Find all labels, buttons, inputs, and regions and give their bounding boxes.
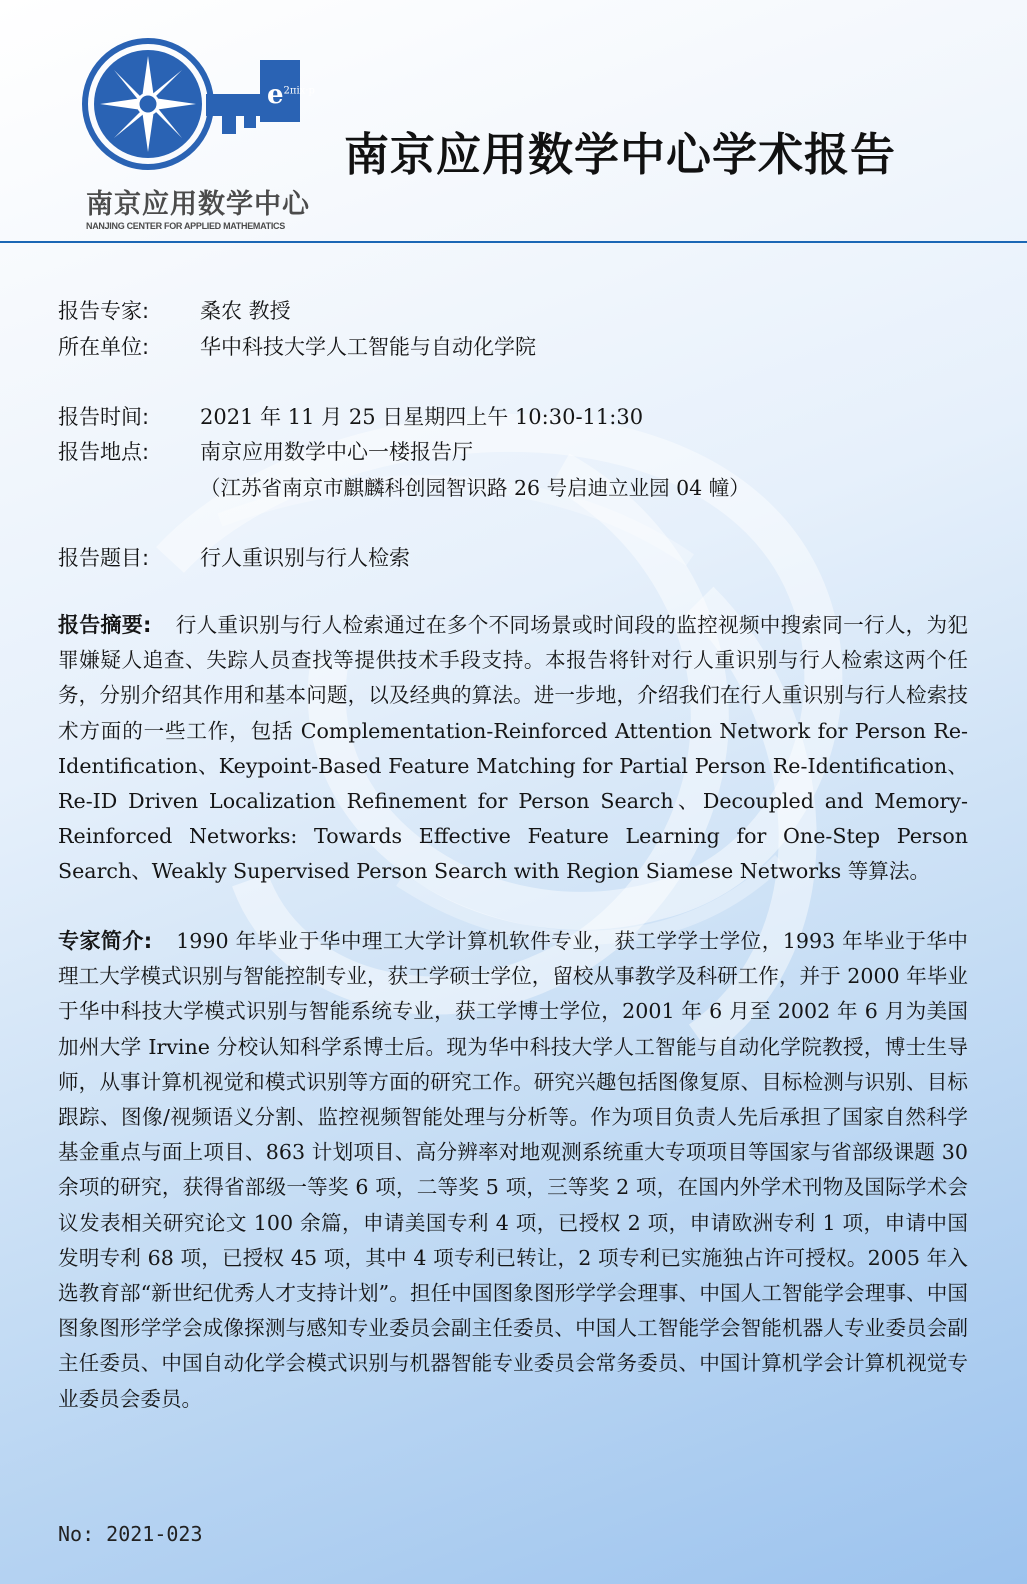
location-label: 报告地点: xyxy=(58,440,150,464)
topic-label: 报告题目: xyxy=(58,546,150,570)
affiliation-value: 华中科技大学人工智能与自动化学院 xyxy=(200,335,536,359)
logo-formula: $e^{2\pi ix\cdot p}$ xyxy=(267,80,315,110)
speaker-label: 报告专家: xyxy=(58,299,150,323)
nanjing-center-logo xyxy=(78,32,318,238)
location-value: 南京应用数学中心一楼报告厅 xyxy=(200,440,473,464)
bio-paragraph xyxy=(58,924,968,1417)
logo-chinese-name: 南京应用数学中心 xyxy=(86,189,310,220)
header-divider xyxy=(0,241,1027,243)
logo-english-name: NANJING CENTER FOR APPLIED MATHEMATICS xyxy=(86,221,285,231)
location-detail: （江苏省南京市麒麟科创园智识路 26 号启迪立业园 04 幢） xyxy=(200,476,750,500)
time-label: 报告时间: xyxy=(58,405,150,429)
document-number: No: 2021-023 xyxy=(58,1522,203,1546)
abstract-label: 报告摘要: xyxy=(58,613,152,637)
bio-text: 1990 年毕业于华中理工大学计算机软件专业，获工学学士学位，1993 年毕业于华中理工大学模式识别与智能控制专业，获工学硕士学位，留校从事教学及科研工作，并于 2000 年毕业于华中科技大学模式识别与智能系统专业，获工学博士学位，2001 年 6 月至 2002 年 6 月为美国加州大学 Irvine 分校认知科学系博士后。现为华中科技大学人工智能与自动化学院教授，博士生导师，从事计算机视觉和模式识别等方面的研究工作。研究兴趣包括图像复原、目标检测与识别、目标跟踪、图像/视频语义分割、监控视频智能处理与分析等。作为项目负责人先后承担了国家自然科学基金重点与面上项目、863 计划项目、高分辨率对地观测系统重大专项项目等国家与省部级课题 30 余项的研究，获得省部级一等奖 6 项，二等奖 5 项，三等奖 2 项，在国内外学术刊物及国际学术会议发表相关研究论文 100 余篇，申请美国专利 4 项，已授权 2 项，申请欧洲专利 1 项，申请中国发明专利 68 项，已授权 45 项，其中 4 项专利已转让，2 项专利已实施独占许可授权。2005 年入选教育部“新世纪优秀人才支持计划”。担任中国图象图形学学会理事、中国人工智能学会理事、中国图象图形学学会成像探测与感知专业委员会副主任委员、中国人工智能学会智能机器人专业委员会副主任委员、中国自动化学会模式识别与机器智能专业委员会常务委员、中国计算机学会计算机视觉专业委员会委员。 xyxy=(58,929,968,1411)
abstract-text: 行人重识别与行人检索通过在多个不同场景或时间段的监控视频中搜索同一行人，为犯罪嫌疑人追查、失踪人员查找等提供技术手段支持。本报告将针对行人重识别与行人检索这两个任务，分别介绍其作用和基本问题，以及经典的算法。进一步地，介绍我们在行人重识别与行人检索技术方面的一些工作，包括 Complementation-Reinforced Attention Network for Person Re-Identification、Keypoint-Based Feature Matching for Partial Person Re-Identification、Re-ID Driven Localization Refinement for Person Search、Decoupled and Memory-Reinforced Networks: Towards Effective Feature Learning for One-Step Person Search、Weakly Supervised Person Search with Region Siamese Networks 等算法。 xyxy=(58,613,968,884)
topic-value: 行人重识别与行人检索 xyxy=(200,546,410,570)
page-title: 南京应用数学中心学术报告 xyxy=(344,128,897,181)
affiliation-label: 所在单位: xyxy=(58,335,150,359)
bio-label: 专家简介: xyxy=(58,929,153,953)
speaker-value: 桑农 教授 xyxy=(200,299,291,323)
time-value: 2021 年 11 月 25 日星期四上午 10:30-11:30 xyxy=(200,405,644,429)
abstract-paragraph xyxy=(58,608,968,890)
